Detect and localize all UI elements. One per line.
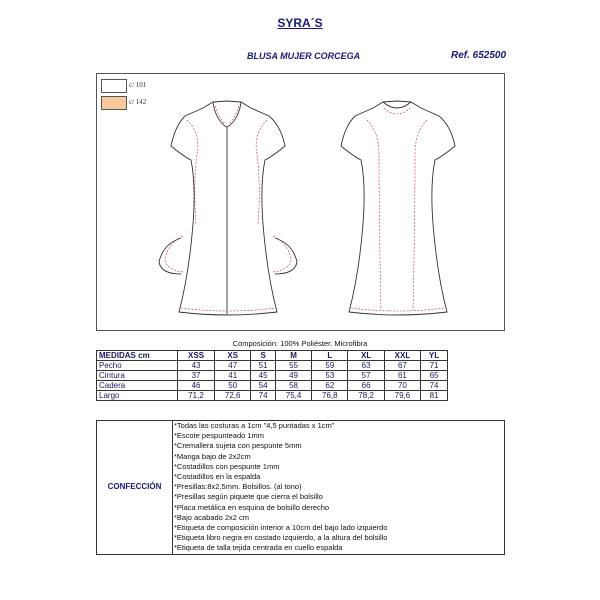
list-item: *Bajo acabado 2x2 cm [174, 512, 250, 522]
table-cell: 66 [348, 381, 384, 391]
table-cell: 75,4 [275, 391, 311, 401]
table-cell: 70 [384, 381, 420, 391]
list-item: *Presillas:8x2,5mm. Bolsillos. (al tono) [174, 482, 302, 492]
row-label: Cintura [97, 371, 178, 381]
size-header: XXL [384, 351, 420, 361]
table-row [97, 361, 448, 371]
list-item: *Presillas según piquete que cierra el bolsillo [174, 492, 323, 502]
list-item: *Etiqueta de composición interior a 10cm del bajo lado izquierdo [174, 522, 388, 532]
table-cell: 50 [215, 381, 251, 391]
table-cell: 55 [275, 361, 311, 371]
list-item: *Etiqueta libro negra en costado izquierdo, a la altura del bolsillo [174, 533, 388, 543]
list-item: *Escote pespunteado 1mm [174, 431, 265, 441]
back-view-drawing [341, 101, 455, 315]
back-stitching [351, 108, 445, 311]
list-item: *Manga bajo de 2x2cm [174, 451, 251, 461]
table-cell: 74 [421, 381, 448, 391]
table-cell: 71 [421, 361, 448, 371]
table-cell: 65 [421, 371, 448, 381]
table-row [97, 381, 448, 391]
table-cell: 45 [251, 371, 276, 381]
garment-drawings [97, 74, 504, 330]
size-header: XSS [178, 351, 215, 361]
list-item: *Placa metálica en esquina de bolsillo derecho [174, 502, 330, 512]
table-cell: 72,6 [215, 391, 251, 401]
table-cell: 37 [178, 371, 215, 381]
table-row [97, 391, 448, 401]
table-cell: 41 [215, 371, 251, 381]
table-row [97, 371, 448, 381]
table-cell: 47 [215, 361, 251, 371]
table-cell: 74 [251, 391, 276, 401]
confeccion-table [96, 420, 505, 555]
table-cell: 76,8 [312, 391, 348, 401]
row-label: Largo [97, 391, 178, 401]
table-cell: 63 [348, 361, 384, 371]
confeccion-list [173, 421, 504, 553]
size-header: XS [215, 351, 251, 361]
row-label: Pecho [97, 361, 178, 371]
product-ref: Ref. 652500 [451, 50, 507, 61]
list-item: *Etiqueta de talla tejida centrada en cuello espalda [174, 543, 343, 553]
brand-title: SYRA´S [277, 16, 323, 30]
table-cell: 59 [312, 361, 348, 371]
table-cell: 58 [275, 381, 311, 391]
table-cell: 49 [275, 371, 311, 381]
table-cell: 78,2 [348, 391, 384, 401]
size-table-header-label: MEDIDAS cm [97, 351, 178, 361]
table-cell: 43 [178, 361, 215, 371]
size-table-header [97, 351, 448, 361]
table-cell: 71,2 [178, 391, 215, 401]
size-header: YL [421, 351, 448, 361]
size-table [96, 350, 448, 401]
list-item: *Cremallera sujeta con pespunte 5mm [174, 441, 302, 451]
technical-drawing-box [96, 73, 505, 331]
row-label: Cadera [97, 381, 178, 391]
list-item: *Costadillos en la espalda [174, 471, 261, 481]
list-item: *Costadillos con pespunte 1mm [174, 461, 280, 471]
size-header: M [275, 351, 311, 361]
confeccion-title: CONFECCIÓN [107, 482, 162, 491]
size-header: XL [348, 351, 384, 361]
table-cell: 51 [251, 361, 276, 371]
table-cell: 79,6 [384, 391, 420, 401]
table-cell: 67 [384, 361, 420, 371]
swatch-label-101: c/ 101 [129, 81, 147, 89]
front-stitching [165, 106, 291, 311]
list-item: *Todas las costuras a 1cm "4,5 puntadas x 1cm" [174, 421, 335, 430]
table-cell: 57 [348, 371, 384, 381]
composition-text: Composición: 100% Poliéster. Microfibra [232, 339, 368, 348]
table-cell: 81 [421, 391, 448, 401]
table-cell: 53 [312, 371, 348, 381]
table-cell: 54 [251, 381, 276, 391]
table-cell: 61 [384, 371, 420, 381]
size-header: S [251, 351, 276, 361]
table-cell: 46 [178, 381, 215, 391]
size-header: L [312, 351, 348, 361]
product-name: BLUSA MUJER CORCEGA [247, 51, 361, 61]
front-view-drawing [159, 101, 297, 315]
confeccion-label-cell [97, 421, 173, 554]
table-cell: 62 [312, 381, 348, 391]
swatch-label-142: c/ 142 [129, 98, 147, 106]
